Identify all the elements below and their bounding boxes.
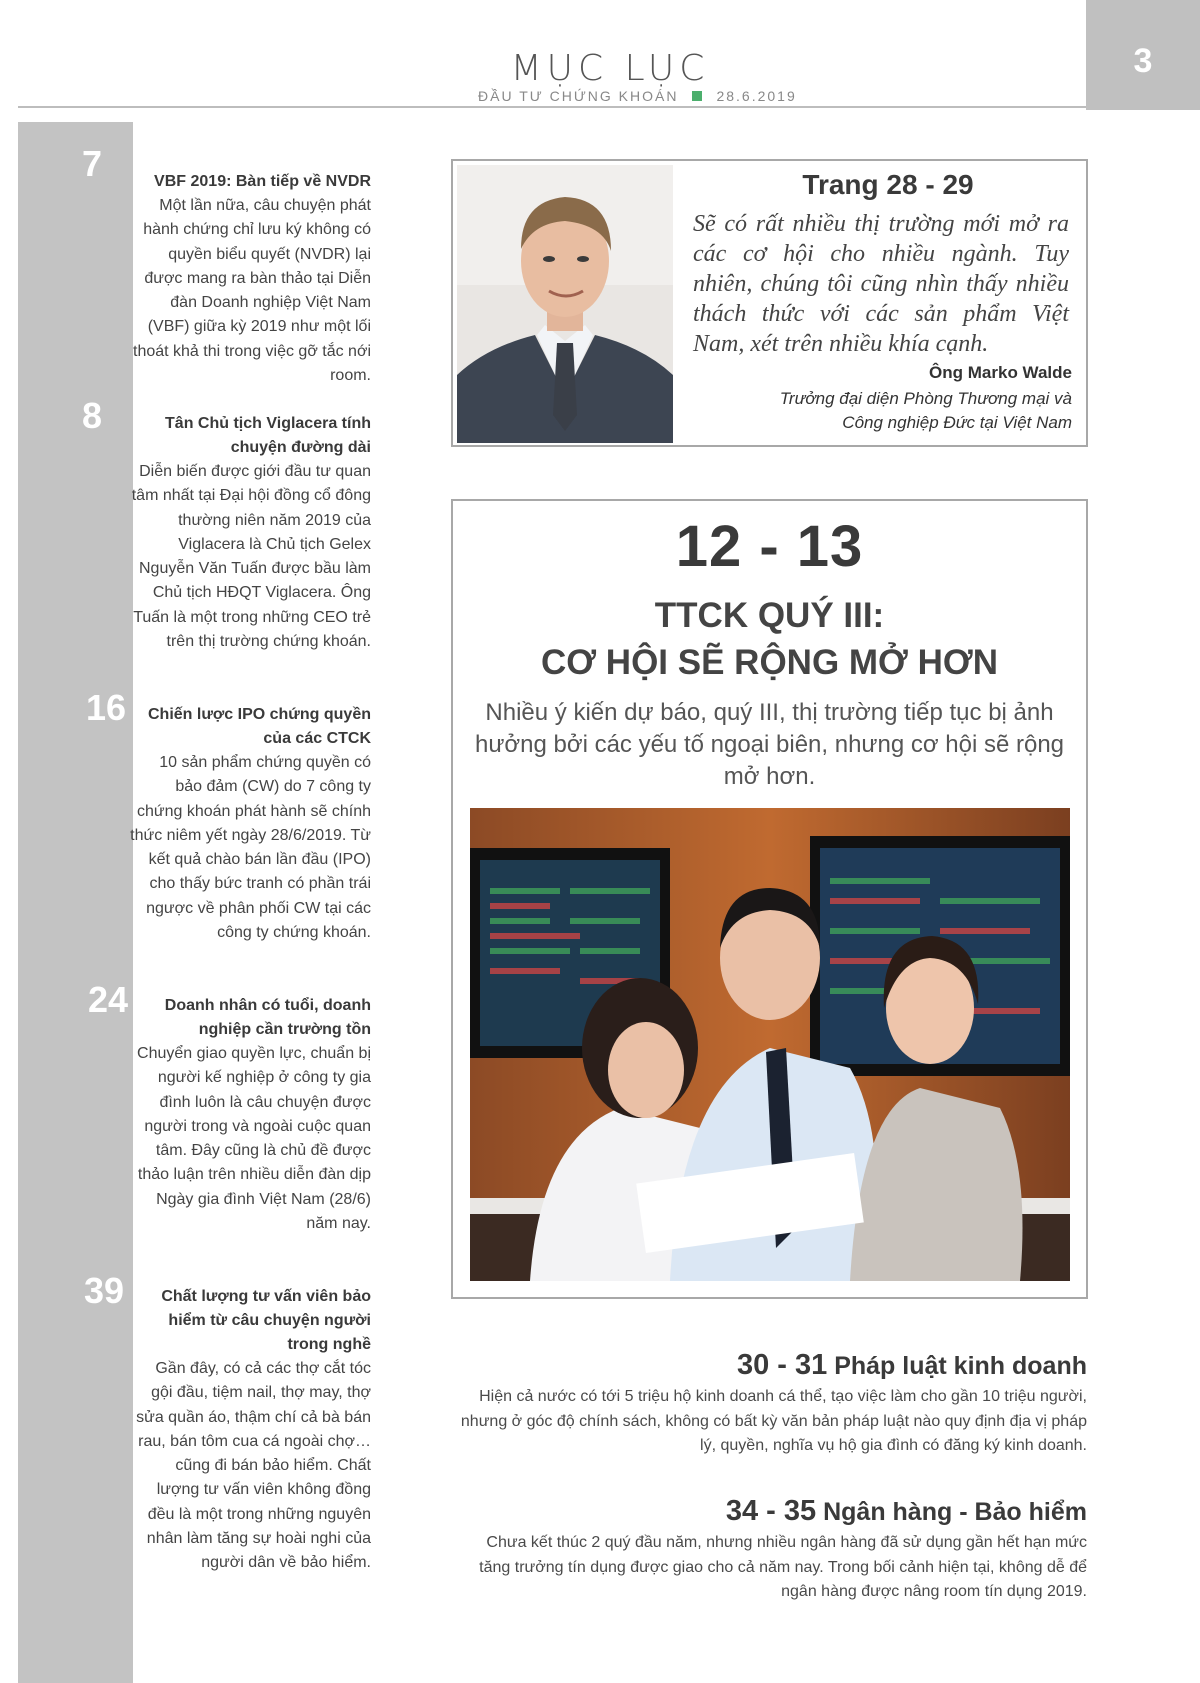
page-number-tab bbox=[1086, 0, 1200, 110]
role-line: Trưởng đại diện Phòng Thương mại và bbox=[779, 389, 1072, 408]
toc-page-number: 8 bbox=[82, 395, 103, 436]
section-pages: 34 - 35 bbox=[725, 1495, 817, 1527]
section-pages: 30 - 31 bbox=[736, 1349, 828, 1381]
toc-entry-title: Tân Chủ tịch Viglacera tính chuyện đường dài bbox=[165, 415, 371, 456]
toc-entry[interactable] bbox=[130, 1285, 371, 1576]
section-title: MỤC LỤC bbox=[510, 48, 710, 89]
issue-date: 28.6.2019 bbox=[716, 88, 797, 104]
section-heading bbox=[460, 1348, 1087, 1383]
toc-page-number: 16 bbox=[86, 687, 127, 728]
quote-text: Sẽ có rất nhiều thị trường mới mở ra các cơ hội cho nhiều ngành. Tuy nhiên, chúng tôi cũng nhìn thấy nhiều thách thức với các sản phẩm Việt Nam, xét trên nhiều khía cạnh. bbox=[693, 211, 1069, 357]
header-divider bbox=[18, 106, 1086, 108]
toc-page-number: 39 bbox=[84, 1270, 125, 1311]
toc-page-number: 7 bbox=[82, 143, 103, 184]
feature-photo bbox=[470, 808, 1070, 1281]
feature-title-line: TTCK QUÝ III: bbox=[654, 596, 885, 635]
toc-entry-description: Một lần nữa, câu chuyện phát hành chứng chỉ lưu ký không có quyền biểu quyết (NVDR) lại được mang ra bàn thảo tại Diễn đàn Doanh nghiệp Việt Nam (VBF) giữa kỳ 2019 như một lối thoát khả thi trong việc gỡ tắc nới room. bbox=[133, 197, 371, 385]
toc-entry-description: Gần đây, có cả các thợ cắt tóc gội đầu, tiệm nail, thợ may, thợ sửa quần áo, thậm chí cả bà bán rau, bán tôm cua cá ngoài chợ… cũng đi bán bảo hiểm. Chất lượng tư vấn viên không đồng đều là một trong những nguyên nhân làm tăng sự hoài nghi của người dân về bảo hiểm. bbox=[136, 1360, 371, 1572]
toc-page-number: 24 bbox=[88, 979, 129, 1020]
quote-author-role bbox=[692, 387, 1072, 435]
quote-page-ref: Trang 28 - 29 bbox=[802, 169, 974, 200]
magazine-name: ĐẦU TƯ CHỨNG KHOÁN bbox=[478, 88, 679, 104]
toc-section-entry[interactable] bbox=[460, 1348, 1087, 1459]
portrait-photo bbox=[457, 165, 673, 443]
toc-entry-description: 10 sản phẩm chứng quyền có bảo đảm (CW) do 7 công ty chứng khoán phát hành sẽ chính thức niêm yết ngày 28/6/2019. Từ kết quả chào bán lần đầu (IPO) cho thấy bức tranh có phần trái ngược về phân phối CW tại các công ty chứng khoán. bbox=[130, 754, 371, 942]
masthead-line bbox=[478, 88, 797, 104]
toc-entry[interactable] bbox=[130, 412, 371, 654]
toc-entry-title: Doanh nhân có tuổi, doanh nghiệp cần trường tồn bbox=[164, 997, 371, 1038]
section-name: Pháp luật kinh doanh bbox=[834, 1352, 1087, 1380]
role-line: Công nghiệp Đức tại Việt Nam bbox=[842, 413, 1072, 432]
quote-author: Ông Marko Walde bbox=[929, 363, 1072, 382]
page-number: 3 bbox=[1133, 42, 1153, 80]
feature-story-box[interactable] bbox=[451, 499, 1088, 1299]
toc-entry-title: VBF 2019: Bàn tiếp về NVDR bbox=[154, 173, 371, 190]
feature-title-line: CƠ HỘI SẼ RỘNG MỞ HƠN bbox=[540, 643, 999, 682]
section-heading bbox=[460, 1494, 1087, 1529]
toc-entry-description: Diễn biến được giới đầu tư quan tâm nhất tại Đại hội đồng cổ đông thường niên năm 2019 của Viglacera là Chủ tịch Gelex Nguyễn Văn Tuấn được bầu làm Chủ tịch HĐQT Viglacera. Ông Tuấn là một trong những CEO trẻ trên thị trường chứng khoán. bbox=[131, 463, 371, 651]
toc-entry-description: Chuyển giao quyền lực, chuẩn bị người kế nghiệp ở công ty gia đình luôn là câu chuyện được người trong và ngoài cuộc quan tâm. Đây cũng là chủ đề được thảo luận trên nhiều diễn đàn dịp Ngày gia đình Việt Nam (28/6) năm nay. bbox=[137, 1045, 371, 1233]
page-header bbox=[0, 0, 1200, 110]
interview-quote-box[interactable] bbox=[451, 159, 1088, 447]
feature-page-ref: 12 - 13 bbox=[675, 514, 864, 579]
toc-entry[interactable] bbox=[130, 994, 371, 1236]
section-description: Chưa kết thúc 2 quý đầu năm, nhưng nhiều ngân hàng đã sử dụng gần hết hạn mức tăng trưởng tín dụng được giao cho cả năm nay. Trong bối cảnh hiện tại, không dễ để ngân hàng được nâng room tín dụng 2019. bbox=[479, 1534, 1087, 1600]
separator-square-icon bbox=[692, 91, 702, 101]
toc-entry[interactable] bbox=[130, 170, 371, 388]
toc-entry-title: Chiến lược IPO chứng quyền của các CTCK bbox=[147, 706, 371, 747]
section-name: Ngân hàng - Bảo hiểm bbox=[823, 1498, 1087, 1526]
toc-entry-title: Chất lượng tư vấn viên bảo hiểm từ câu chuyện người trong nghề bbox=[161, 1288, 371, 1353]
section-description: Hiện cả nước có tới 5 triệu hộ kinh doanh cá thể, tạo việc làm cho gần 10 triệu người, nhưng ở góc độ chính sách, không có bất kỳ văn bản pháp luật nào quy định địa vị pháp lý, quyền, nghĩa vụ hộ gia đình có đăng ký kinh doanh. bbox=[460, 1388, 1087, 1454]
toc-entry[interactable] bbox=[130, 703, 371, 945]
toc-section-entry[interactable] bbox=[460, 1494, 1087, 1605]
toc-sidebar-band bbox=[18, 122, 133, 1683]
feature-lead: Nhiều ý kiến dự báo, quý III, thị trường tiếp tục bị ảnh hưởng bởi các yếu tố ngoại biên, nhưng cơ hội sẽ rộng mở hơn. bbox=[474, 699, 1065, 790]
